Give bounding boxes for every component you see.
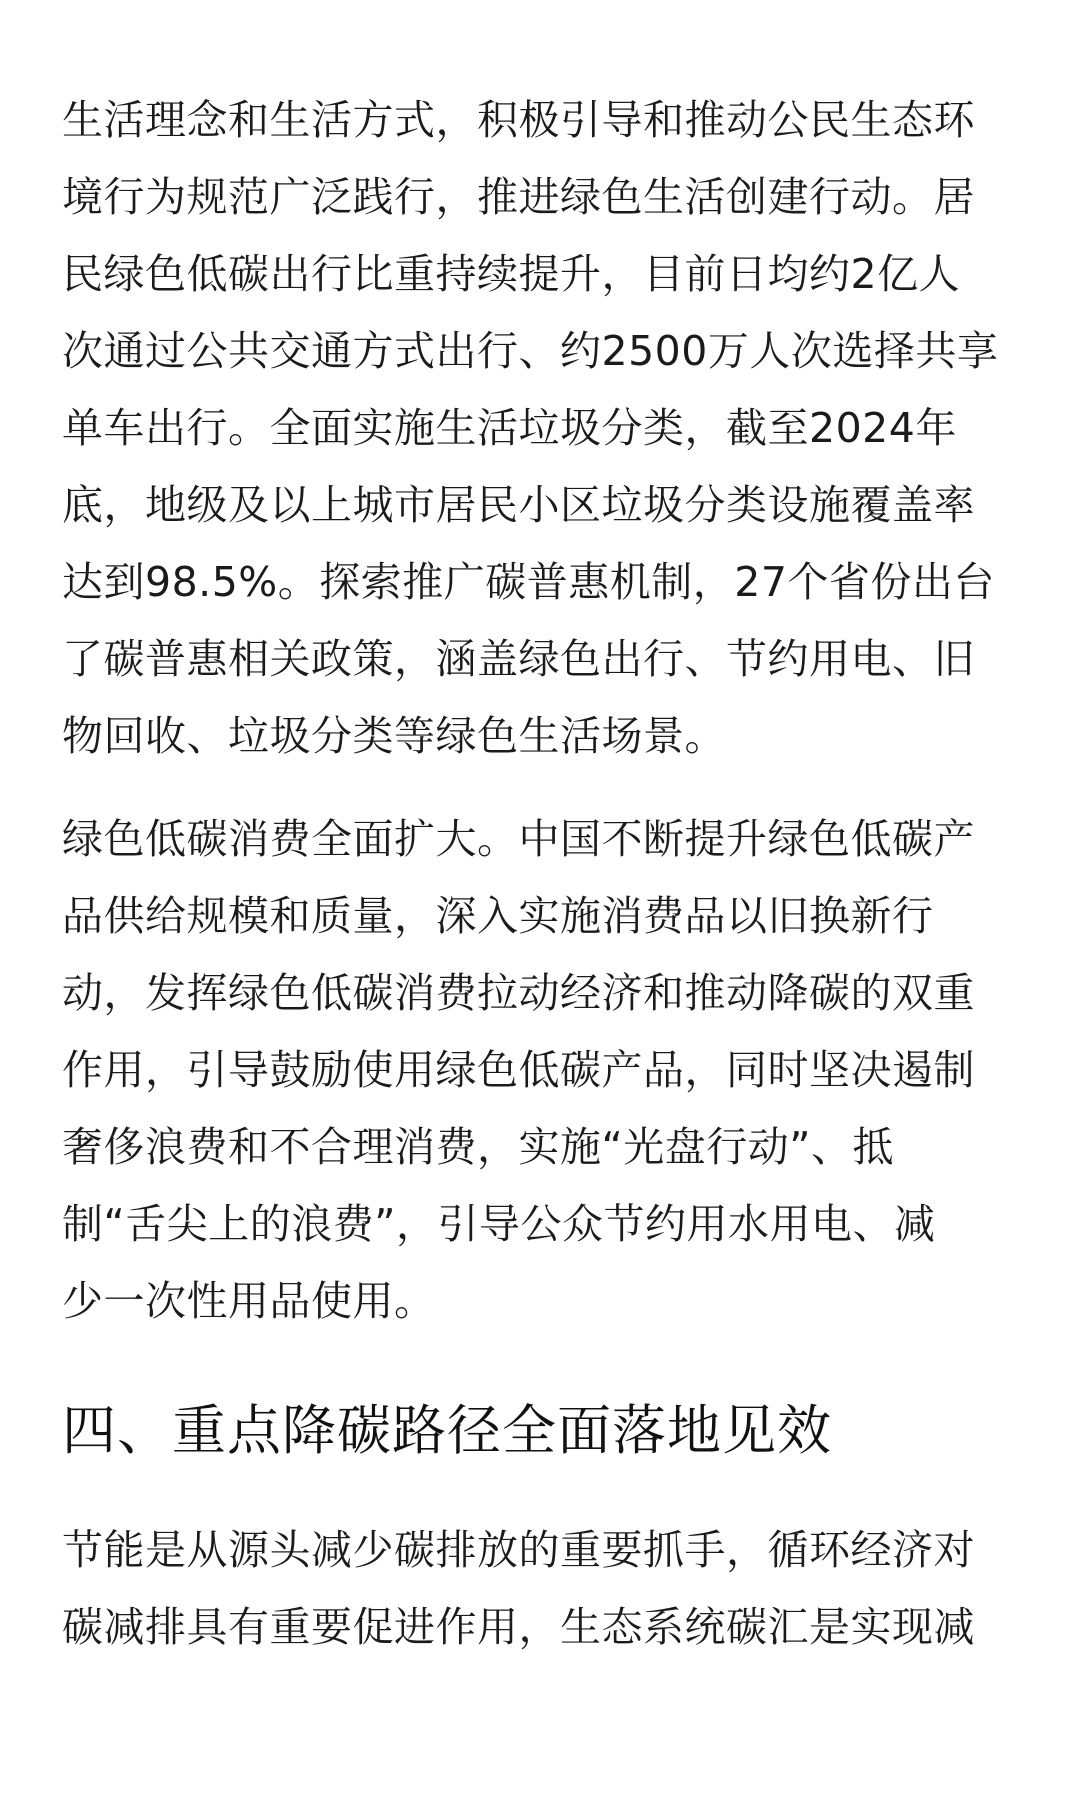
text-line: 生活理念和生活方式，积极引导和推动公民生态环 <box>62 96 975 144</box>
text-line: 单车出行。全面实施生活垃圾分类，截至2024年 <box>62 404 957 452</box>
text-line: 品供给规模和质量，深入实施消费品以旧换新行 <box>62 892 934 940</box>
text-line: 底，地级及以上城市居民小区垃圾分类设施覆盖率 <box>62 481 975 529</box>
text-line: 少一次性用品使用。 <box>62 1277 436 1325</box>
article-body <box>62 82 1022 1666</box>
text-line: 节能是从源头减少碳排放的重要抓手，循环经济对 <box>62 1526 975 1574</box>
text-line: 境行为规范广泛践行，推进绿色生活创建行动。居 <box>62 173 975 221</box>
paragraph-energy-saving <box>62 1512 1022 1666</box>
text-line: 绿色低碳消费全面扩大。中国不断提升绿色低碳产 <box>62 815 975 863</box>
paragraph-green-consumption <box>62 801 1022 1340</box>
text-line: 动，发挥绿色低碳消费拉动经济和推动降碳的双重 <box>62 969 975 1017</box>
text-line: 制“舌尖上的浪费”，引导公众节约用水用电、减 <box>62 1200 936 1248</box>
text-line: 物回收、垃圾分类等绿色生活场景。 <box>62 712 726 760</box>
text-line: 奢侈浪费和不合理消费，实施“光盘行动”、抵 <box>62 1123 894 1171</box>
text-line: 作用，引导鼓励使用绿色低碳产品，同时坚决遏制 <box>62 1046 975 1094</box>
text-line: 了碳普惠相关政策，涵盖绿色出行、节约用电、旧 <box>62 635 975 683</box>
text-line: 碳减排具有重要促进作用，生态系统碳汇是实现减 <box>62 1603 975 1651</box>
text-line: 达到98.5%。探索推广碳普惠机制，27个省份出台 <box>62 558 995 606</box>
text-line: 次通过公共交通方式出行、约2500万人次选择共享 <box>62 327 999 375</box>
paragraph-green-lifestyle <box>62 82 1022 775</box>
section-heading: 四、重点降碳路径全面落地见效 <box>62 1399 832 1462</box>
text-line: 民绿色低碳出行比重持续提升，目前日均约2亿人 <box>62 250 961 298</box>
